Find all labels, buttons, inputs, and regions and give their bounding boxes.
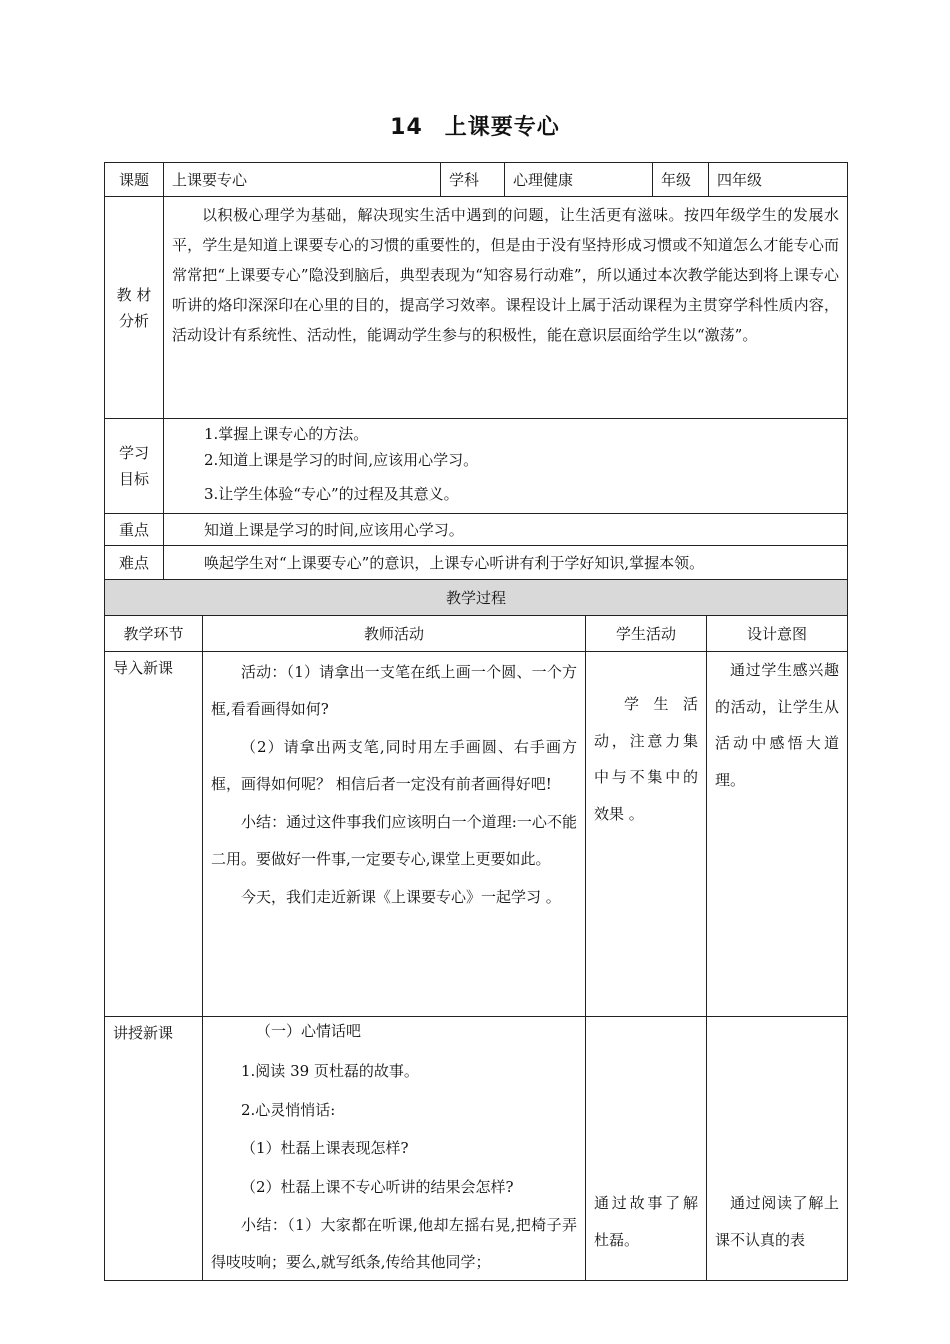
lesson-info-table bbox=[104, 162, 848, 580]
page-title bbox=[0, 110, 950, 141]
teacher-activity: （一）心情话吧 1.阅读 39 页杜磊的故事。 2.心灵悄悄话: （1）杜磊上课表现怎样? （2）杜磊上课不专心听讲的结果会怎样? 小结：（1）大家都在听课,他却左摇右晃,把椅子弄得吱吱响；要么,就写纸条,传给其他同学； bbox=[203, 1017, 586, 1281]
column-header: 教师活动 bbox=[203, 616, 586, 652]
grade-label: 年级 bbox=[653, 163, 709, 197]
design-intent: 通过阅读了解上课不认真的表 bbox=[707, 1017, 848, 1281]
stage-name: 讲授新课 bbox=[105, 1017, 203, 1281]
goal-item: 1.掌握上课专心的方法。 bbox=[204, 425, 369, 443]
student-activity: 学 生 活 动，注意力集中与不集中的效果 。 bbox=[586, 652, 707, 1017]
lesson-number: 14 bbox=[390, 115, 423, 140]
analysis-text: 以积极心理学为基础，解决现实生活中遇到的问题，让生活更有滋味。按四年级学生的发展水平，学生是知道上课要专心的习惯的重要性的，但是由于没有坚持形成习惯或不知道怎么才能专心而常常把“上课要专心”隐没到脑后，典型表现为“知容易行动难”，所以通过本次教学能达到将上课专心听讲的烙印深深印在心里的目的，提高学习效率。课程设计上属于活动课程为主贯穿学科性质内容，活动设计有系统性、活动性，能调动学生参与的积极性，能在意识层面给学生以“激荡”。 bbox=[164, 197, 848, 419]
column-header: 设计意图 bbox=[707, 616, 848, 652]
key-point-label: 重点 bbox=[105, 514, 164, 546]
stage-name: 导入新课 bbox=[105, 652, 203, 1017]
column-header: 教学环节 bbox=[105, 616, 203, 652]
goals-label: 学习 目标 bbox=[105, 419, 164, 514]
process-heading: 教学过程 bbox=[105, 580, 848, 616]
grade-value: 四年级 bbox=[709, 163, 848, 197]
subject-value: 心理健康 bbox=[505, 163, 653, 197]
subject-label: 学科 bbox=[441, 163, 505, 197]
teaching-process-table bbox=[104, 579, 848, 1281]
topic-label: 课题 bbox=[105, 163, 164, 197]
goals-list bbox=[164, 419, 848, 514]
key-point-value: 知道上课是学习的时间,应该用心学习。 bbox=[164, 514, 848, 546]
design-intent: 通过学生感兴趣的活动，让学生从活动中感悟大道理。 bbox=[707, 652, 848, 1017]
difficulty-label: 难点 bbox=[105, 546, 164, 580]
topic-value: 上课要专心 bbox=[164, 163, 441, 197]
student-activity: 通过故事了解杜磊。 bbox=[586, 1017, 707, 1281]
teacher-activity: 活动：（1）请拿出一支笔在纸上画一个圆、一个方框,看看画得如何? （2）请拿出两支笔,同时用左手画圆、右手画方框，画得如何呢？ 相信后者一定没有前者画得好吧! 小结：通过这件事我们应该明白一个道理:一心不能二用。要做好一件事,一定要专心,课堂上更要如此。 今天，我们走近新课《上课要专心》一起学习 。 bbox=[203, 652, 586, 1017]
lesson-title: 上课要专心 bbox=[444, 115, 560, 140]
column-header: 学生活动 bbox=[586, 616, 707, 652]
difficulty-value: 唤起学生对“上课要专心”的意识，上课专心听讲有利于学好知识,掌握本领。 bbox=[164, 546, 848, 580]
table-row bbox=[105, 652, 848, 1017]
table-row bbox=[105, 1017, 848, 1281]
goal-item: 2.知道上课是学习的时间,应该用心学习。 bbox=[204, 451, 479, 469]
goal-item: 3.让学生体验“专心”的过程及其意义。 bbox=[204, 485, 459, 503]
analysis-label: 教 材 分析 bbox=[105, 197, 164, 419]
